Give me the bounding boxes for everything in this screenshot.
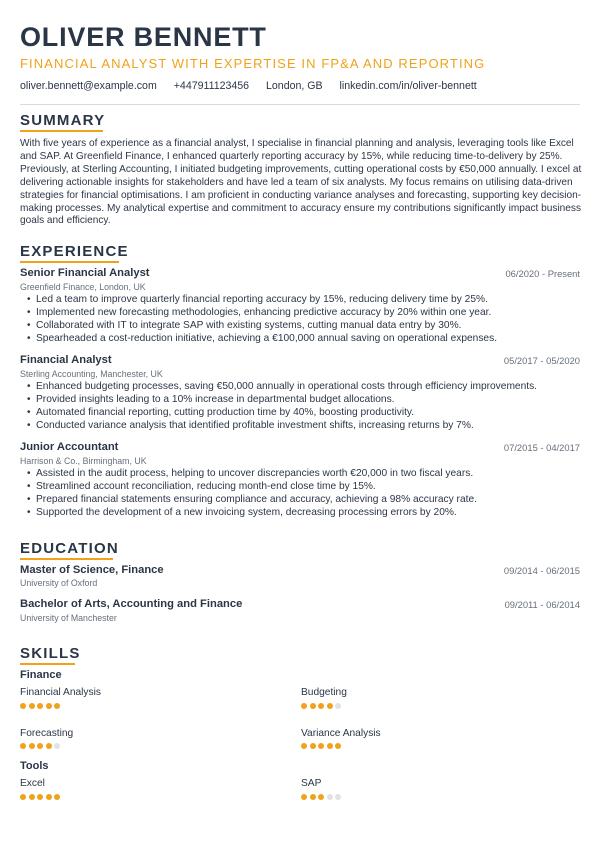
rating-dot-empty bbox=[335, 794, 341, 800]
job-bullet: • Automated financial reporting, cutting production time by 40%, boosting productivity. bbox=[20, 406, 580, 419]
job-title: Financial Analyst bbox=[20, 354, 112, 366]
rating-dot-filled bbox=[335, 743, 341, 749]
rating-dot-filled bbox=[318, 703, 324, 709]
skill-rating bbox=[301, 794, 341, 800]
rating-dot-filled bbox=[301, 743, 307, 749]
summary-underline bbox=[20, 130, 103, 132]
rating-dot-filled bbox=[20, 794, 26, 800]
skill-name: Variance Analysis bbox=[301, 728, 381, 739]
degree-title: Bachelor of Arts, Accounting and Finance bbox=[20, 598, 243, 610]
job-dates: 05/2017 - 05/2020 bbox=[503, 355, 580, 366]
rating-dot-empty bbox=[335, 703, 341, 709]
rating-dot-filled bbox=[46, 703, 52, 709]
job-dates: 06/2020 - Present bbox=[505, 268, 580, 279]
rating-dot-filled bbox=[301, 794, 307, 800]
skill-name: Budgeting bbox=[301, 687, 347, 698]
job-bullet: • Provided insights leading to a 10% increase in departmental budget allocations. bbox=[20, 393, 580, 406]
rating-dot-filled bbox=[20, 743, 26, 749]
skill-rating bbox=[301, 703, 341, 709]
summary-text: With five years of experience as a financial analyst, I specialise in financial planning and analysis, leveraging tools like Excel and SAP. At Greenfield Finance, I enhanced quarterly reporting accuracy by 15%, while reducing time-to-delivery by 25%. Previously, at Sterling Accounting, I initiated budgeting improvements, cutting operational costs by €50,000 annually. I excel at delivering actionable insights for stakeholders and have led a team of six analysts. My focus remains on utilising data-driven strategies for financial optimisations. I am proficient in conducting variance analyses and forecasting, supporting key decision-making processes. My analytical expertise and commitment to accuracy ensure my contributions significantly impact business goals and efficiency. bbox=[20, 138, 582, 227]
job-bullet: • Implemented new forecasting methodologies, enhancing predictive accuracy by 20% within one year. bbox=[20, 306, 580, 319]
degree-school: University of Oxford bbox=[20, 578, 98, 588]
job-company: Greenfield Finance, London, UK bbox=[20, 282, 146, 292]
rating-dot-filled bbox=[318, 743, 324, 749]
rating-dot-filled bbox=[327, 703, 333, 709]
contact-linkedin[interactable]: linkedin.com/in/oliver-bennett bbox=[339, 80, 477, 92]
candidate-tagline: FINANCIAL ANALYST WITH EXPERTISE IN FP&A AND REPORTING bbox=[20, 56, 486, 71]
job-bullet: • Streamlined account reconciliation, reducing month-end close time by 15%. bbox=[20, 480, 580, 493]
job-bullet: • Prepared financial statements ensuring compliance and accuracy, achieving a 98% accuracy rate. bbox=[20, 493, 580, 506]
education-heading: EDUCATION bbox=[20, 540, 119, 557]
job-bullet: • Collaborated with IT to integrate SAP with existing systems, cutting manual data entry by 30%. bbox=[20, 319, 580, 332]
rating-dot-filled bbox=[54, 703, 60, 709]
skill-rating bbox=[20, 743, 60, 749]
rating-dot-filled bbox=[310, 794, 316, 800]
summary-heading: SUMMARY bbox=[20, 112, 106, 129]
contact-line bbox=[20, 80, 491, 92]
rating-dot-filled bbox=[37, 794, 43, 800]
rating-dot-filled bbox=[29, 794, 35, 800]
rating-dot-filled bbox=[310, 743, 316, 749]
rating-dot-filled bbox=[29, 703, 35, 709]
job-title: Junior Accountant bbox=[20, 441, 119, 453]
rating-dot-empty bbox=[327, 794, 333, 800]
skill-rating bbox=[20, 794, 60, 800]
rating-dot-filled bbox=[327, 743, 333, 749]
skill-name: SAP bbox=[301, 778, 322, 789]
job-bullet: • Enhanced budgeting processes, saving €50,000 annually in operational costs through efficiency improvements. bbox=[20, 380, 580, 393]
experience-heading: EXPERIENCE bbox=[20, 243, 129, 260]
rating-dot-filled bbox=[46, 794, 52, 800]
job-bullet: • Spearheaded a cost-reduction initiative, achieving a €100,000 annual saving on operational expenses. bbox=[20, 332, 580, 345]
skill-rating bbox=[20, 703, 60, 709]
skills-underline bbox=[20, 663, 75, 665]
rating-dot-empty bbox=[54, 743, 60, 749]
rating-dot-filled bbox=[20, 703, 26, 709]
job-dates: 07/2015 - 04/2017 bbox=[503, 442, 580, 453]
job-bullets bbox=[20, 293, 580, 345]
job-bullet: • Assisted in the audit process, helping to uncover discrepancies worth €20,000 in two fiscal years. bbox=[20, 467, 580, 480]
rating-dot-filled bbox=[29, 743, 35, 749]
rating-dot-filled bbox=[318, 794, 324, 800]
job-bullet: • Led a team to improve quarterly financial reporting accuracy by 15%, reducing delivery time by 25%. bbox=[20, 293, 580, 306]
rating-dot-filled bbox=[54, 794, 60, 800]
rating-dot-filled bbox=[301, 703, 307, 709]
job-bullet: • Conducted variance analysis that identified profitable investment shifts, increasing returns by 7%. bbox=[20, 419, 580, 432]
rating-dot-filled bbox=[46, 743, 52, 749]
job-bullets bbox=[20, 467, 580, 519]
experience-underline bbox=[20, 261, 119, 263]
skill-name: Excel bbox=[20, 778, 45, 789]
contact-email[interactable]: oliver.bennett@example.com bbox=[20, 80, 157, 92]
contact-location: London, GB bbox=[266, 80, 323, 92]
skill-name: Forecasting bbox=[20, 728, 74, 739]
header-divider bbox=[20, 104, 580, 105]
job-company: Harrison & Co., Birmingham, UK bbox=[20, 456, 147, 466]
rating-dot-filled bbox=[37, 703, 43, 709]
degree-title: Master of Science, Finance bbox=[20, 564, 164, 576]
skill-category: Tools bbox=[20, 760, 49, 772]
education-underline bbox=[20, 558, 113, 560]
job-bullets bbox=[20, 380, 580, 432]
job-company: Sterling Accounting, Manchester, UK bbox=[20, 369, 163, 379]
skill-name: Financial Analysis bbox=[20, 687, 101, 698]
rating-dot-filled bbox=[310, 703, 316, 709]
job-title: Senior Financial Analyst bbox=[20, 267, 150, 279]
job-bullet: • Supported the development of a new invoicing system, decreasing processing errors by 20%. bbox=[20, 506, 580, 519]
degree-dates: 09/2011 - 06/2014 bbox=[504, 599, 580, 610]
rating-dot-filled bbox=[37, 743, 43, 749]
skill-category: Finance bbox=[20, 669, 62, 681]
skills-heading: SKILLS bbox=[20, 645, 81, 662]
contact-phone[interactable]: +447911123456 bbox=[173, 80, 250, 92]
candidate-name: OLIVER BENNETT bbox=[20, 22, 267, 52]
skill-rating bbox=[301, 743, 341, 749]
degree-dates: 09/2014 - 06/2015 bbox=[503, 565, 580, 576]
degree-school: University of Manchester bbox=[20, 613, 117, 623]
